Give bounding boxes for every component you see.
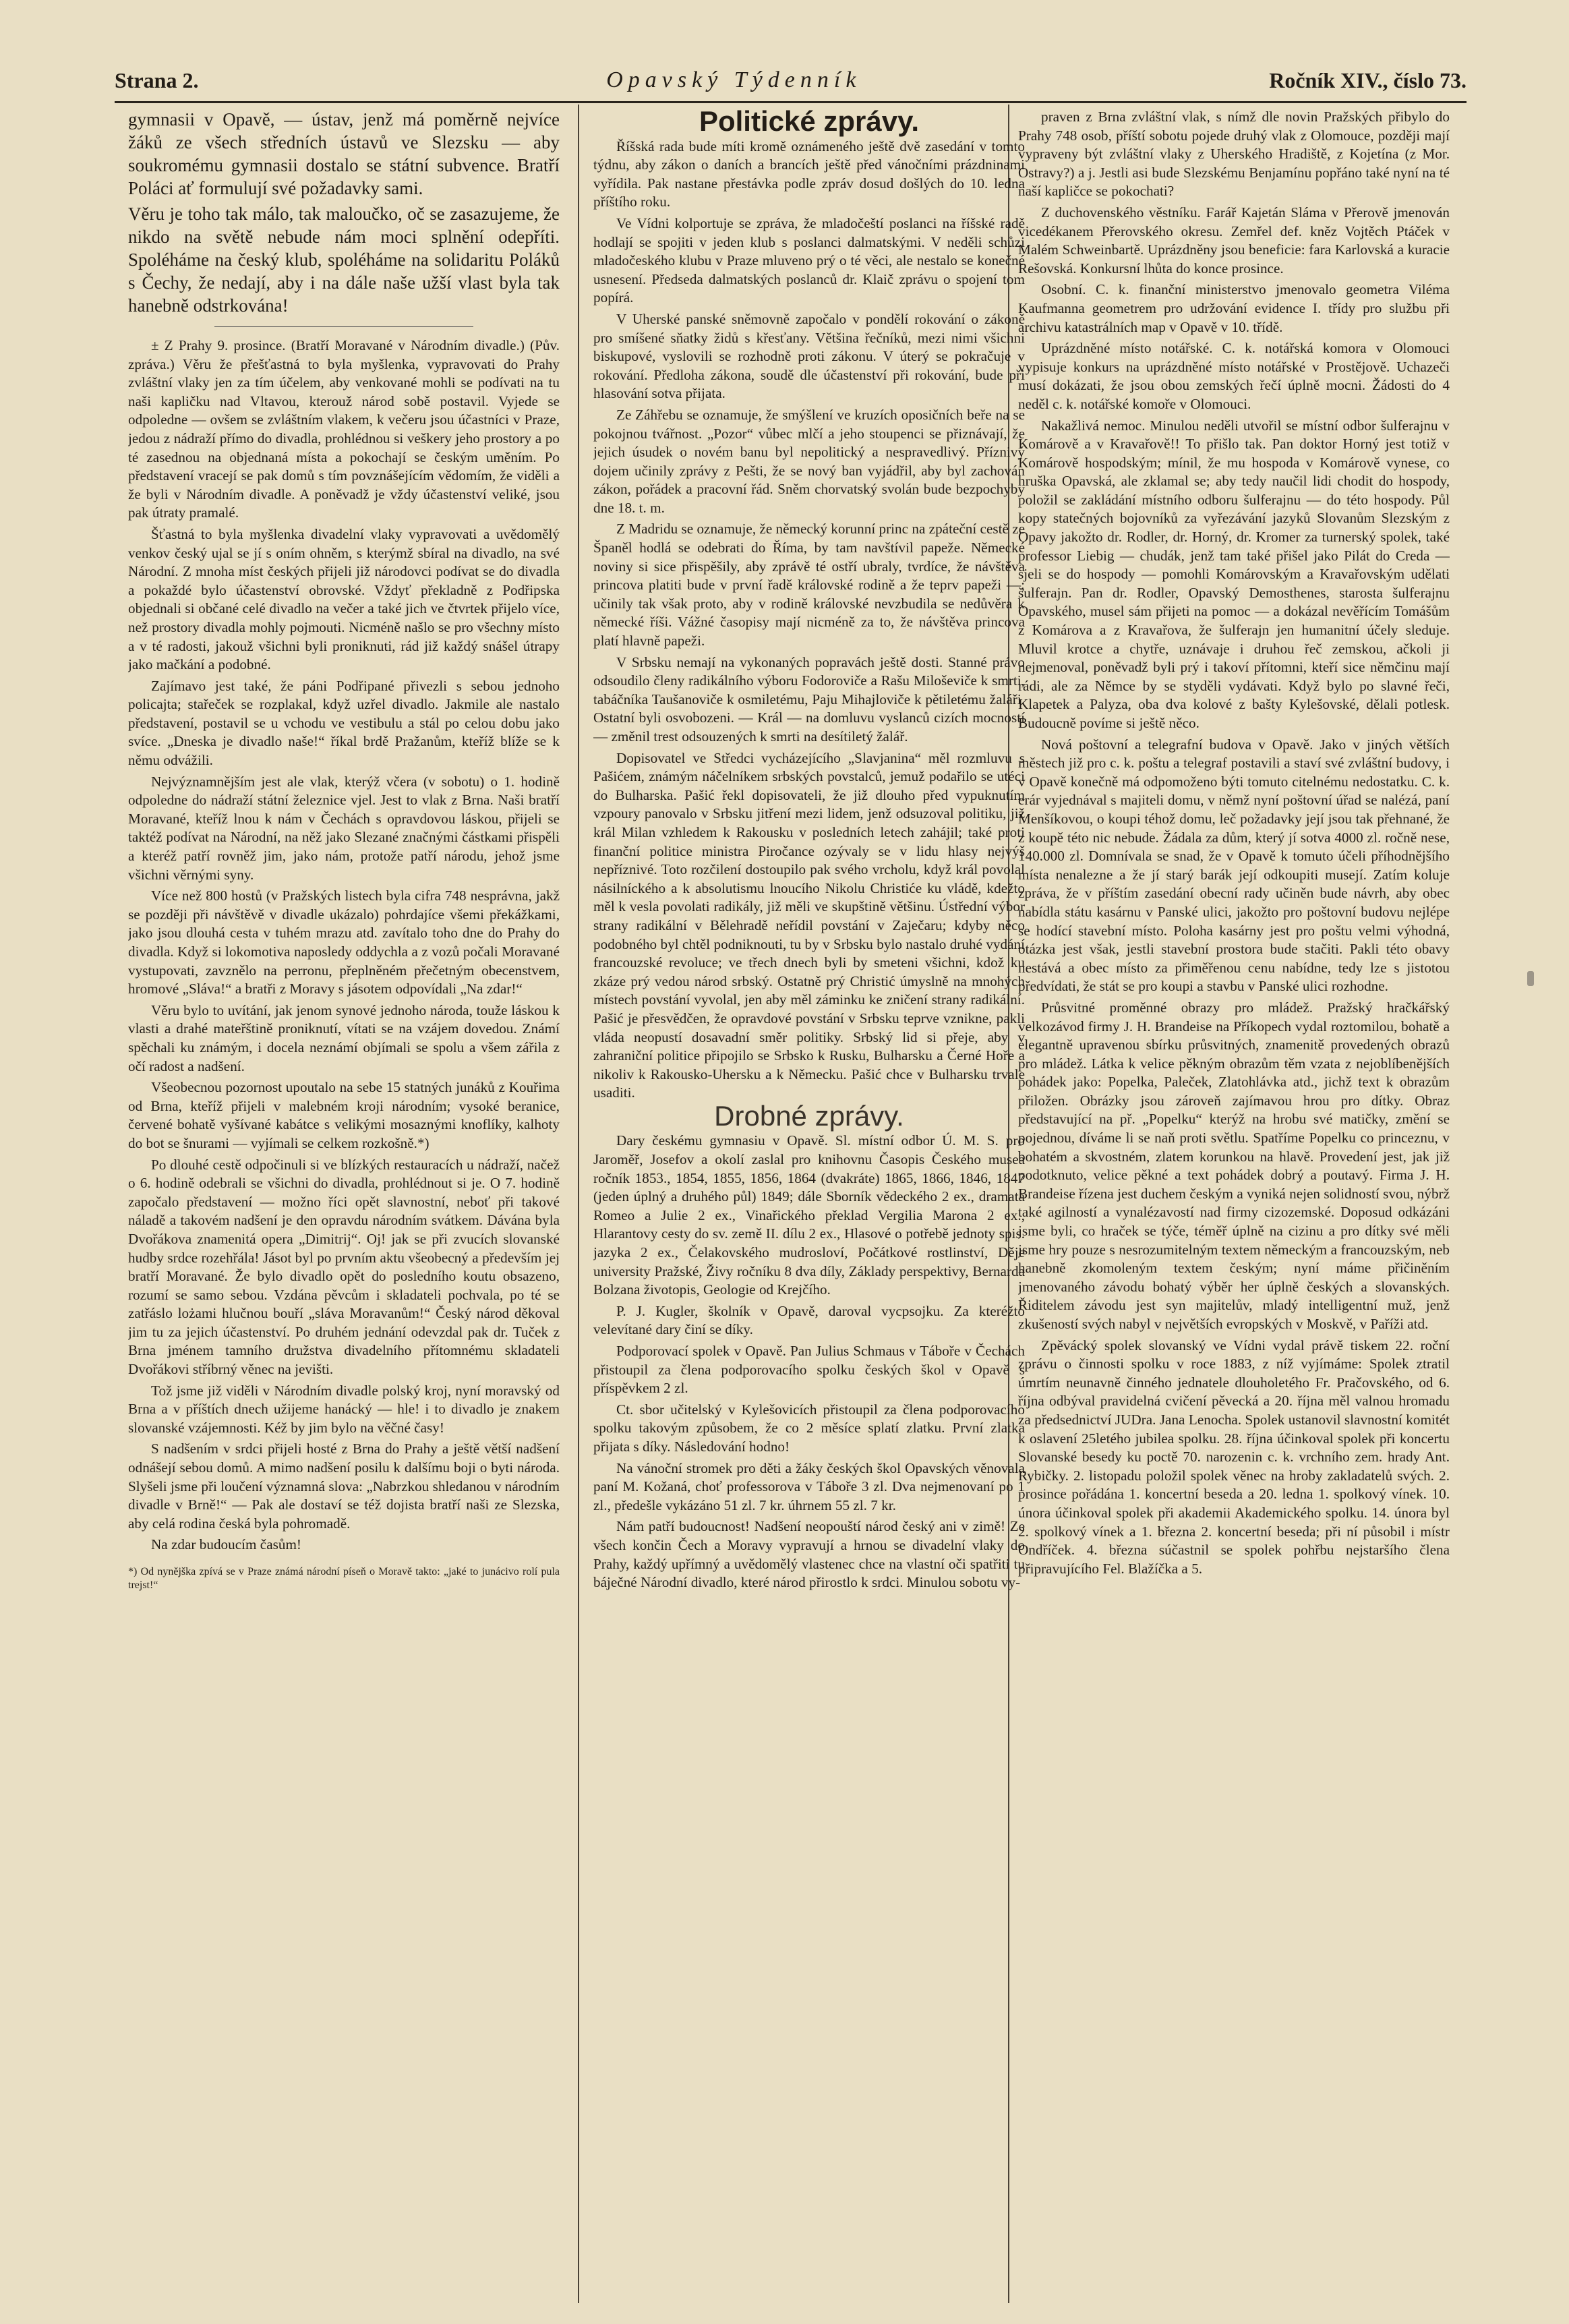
- article-paragraph: Na vánoční stromek pro děti a žáky českých škol Opavských věnovala paní M. Kožaná, choť professorova v Táboře 3 zl. Dva nejmenovaní po 1 zl., předešle vykázáno 51 zl. 7 kr. úhrnem 55 zl. 7 kr.: [593, 1459, 1025, 1513]
- article-paragraph: V Uherské panské sněmovně započalo v pondělí rokování o zákoně pro smíšené sňatky židů s křesťany. Většina řečníků, mezi nimi všichni biskupové, vyslovili se rozhodně proti zákonu. V úterý se pokračuje v rokování. Předloha zákona, soudě dle účastenství při rokování, bude při hlasování sotva přijata.: [593, 310, 1025, 402]
- article-paragraph: Zpěvácký spolek slovanský ve Vídni vydal právě tiskem 22. roční zprávu o činnosti spolku v roce 1883, z níž vyjímáme: Spolek ztratil úmrtím neunavně činného jednatele dlouholetého Fr. Pračovského, od 6. října odbýval pravidelná cvičení pěvecká a 20. října měl valnou hromadu za předsednictví JUDra. Jana Lenocha. Spolek ustanovil slavnostní komitét k oslavení 25letého jubilea spolku. 28. října účinkoval spolek při koncertu Slovanské besedy ku poctě 70. narozenin c. k. vrchního zem. hrady Ant. Rybičky. 2. listopadu položil spolek věnec na hroby zakladatelů svých. 2. prosince pořádána 1. koncertní beseda a 20. ledna 1. spolkový vínek. 10. února účinkoval spolek při akademii Akademického spolku. 14. února byl 2. spolkový vínek a 1. března 2. koncertní beseda; při ní působil i místr Ondříček. 4. března súčastnil se spolek pohřbu nejstaršího člena připravujícího Fel. Blažíčka a 5.: [1018, 1337, 1450, 1577]
- column-divider: [578, 105, 579, 2303]
- article-paragraph: Průsvitné proměnné obrazy pro mládež. Pražský hračkářský velkozávod firmy J. H. Brandeise na Příkopech vydal roztomilou, bohatě a elegantně upravenou sbírku průsvitných, znamenitě provedených obrazů pro mládež. Látka k velice pěkným obrazům těm vzata z nejoblíbenějších pohádek jako: Popelka, Paleček, Zlatohlávka atd., jichž text k obrazům přiložen. Obrázky jsou zároveň zajímavou hrou pro dítky. Obraz představující na př. „Popelku“ kterýž na hrobu své matičky, změní se pojednou, díváme li se naň proti světlu. Spatříme Popelku co princeznu, v bohatém a skvostném, zlatem korunkou na hlavě. Provedení jest, jak již podotknuto, velice pěkné a text pohádek dobrý a poutavý. Firma J. H. Brandeise řízena jest duchem českým a vyniká nejen solidností svou, nýbrž také agilností a vynalézavostí nad firmy cizozemské. Doposud odkázáni jsme byli, co hraček se týče, téměř úplně na cizinu a pro dítky své měli jsme hry pouze s nesrozumitelným textem německým a francouzským, neb hanebně zkomoleným textem českým; nyní máme přičiněním jmenovaného závodu bohatý výběr her úplně českých a slovanských. Řiditelem závodu jest syn majitelův, mladý intelligentní muž, jenž zkušeností svých nabyl v největších evropských v Moskvě, v Paříži atd.: [1018, 999, 1450, 1332]
- article-paragraph: Nakažlivá nemoc. Minulou neděli utvořil se místní odbor šulferajnu v Komárově a v Kravařově!! To přišlo tak. Pan doktor Horný jest totiž v Komárově hospodským; mínil, že mu hospoda v Komárově vynese, co hruška Opavská, ale zklamal se; aby tedy naučil lidi chodit do hospody, položil se zakládání místního odboru šulferajnu — do této hospody. Půl kopy statečných bojovníků za vyřezávání jazyků Slovanům Slezským z Opavy jakožto dr. Rodler, dr. Horný, dr. Kromer za turnerský spolek, také professor Liebig — chudák, jenž tam také přišel jako Pilát do Creda — sjeli se do hospody — pomohli Komárovským a Kravařovským udělati šulferajn. Pan dr. Rodler, Opavský Demosthenes, starosta šulferajnu Opavského, musel sám přijeti na pomoc — a dokázal nevěřícím Tomášům z Komárova a z Kravařova, že šulferajn jen humanitní účely sleduje. Mluvil krotce a chytře, uznávaje i druhou řeč zemskou, ačkoli ji nejmenoval, poněvadž byli prý i takoví přítomni, kteří sice němčinu mají rádi, ale za Němce by se styděli vydávati. Když bylo po slavné řeči, Klapetek a Palyza, oba dva kolové z bašty Kylešovské, dělali potlesk. Budoucně povíme si ještě něco.: [1018, 417, 1450, 731]
- article-paragraph: Dopisovatel ve Středci vycházejícího „Slavjanina“ měl rozmluvu s Pašićem, známým náčelníkem srbských povstalců, jemuž podařilo se utéci do Bulharska. Pašić řekl dopisovateli, že již dlouho před vypuknutím vzpoury panovalo v Srbsku jitření mezi lidem, jenž odsuzoval politiku, již král Milan vzhledem k Rakousku v posledních letech zahájil; také proti finanční politice ministra Piročance ozývaly se v lidu hlasy nejvýš nepříznivé. Toto rozčilení dostoupilo pak svého vrcholu, když král povolal násilníckého a k absolutismu lnoucího Nikolu Christiće ku vládě, kdežto měl k vesla povolati radikály, již měli ve skupštině většinu. Ústřední výbor strany radikální v Bělehradě neřídil povstání v Zaječaru; kdyby něco podobného byl chtěl podniknouti, tu by v Srbsku bylo nastalo druhé vydání francouzské revoluce; ve třech dnech byli by smeteni všichni, kdož ku zkáze prý vedou národ srbský. Ostatně prý Christić úmyslně na mnohých místech povstání vyvolal, jen aby měl záminku ke zničení strany radikální. Pašić je přesvědčen, že opravdové povstání v Srbsku teprve vznikne, pakli vláda neopustí dosavadní směr politiky. Srbský lid si přeje, aby v zahraniční politice připojilo se Srbsko k Rusku, Bulharsku a Černé Hoře a nikoliv k Rakousko-Uhersku a k Německu. Pašić chce v Bulharsku trvale usaditi.: [593, 749, 1025, 1101]
- article-paragraph: Po dlouhé cestě odpočinuli si ve blízkých restauracích u nádraží, načež o 6. hodině odebrali se všichni do divadla, prohlédnout si je. O 7. hodině započalo představení — možno říci opět slavnostní, neboť při takové náladě a takovém nadšení je den opravdu národním svátkem. Dávána byla Dvořákova znamenitá opera „Dimitrij“. Oj! jak se při zvucích slovanské hudby srdce rozehřála! Jásot byl po prvním aktu všeobecný a především jej bratří Moravané. Že bylo divadlo opět do posledního koutu obsazeno, rozumí se samo sebou. Vzdána pěvcům i skladateli pochvala, po té se zatřáslo lożami hlučnou bouří „sláva Moravanům!“ Český národ děkoval jim tu za jejich účastenství. Po druhém jednání odevzdal pak dr. Tuček z Brna jménem tamního družstva divadelního přítomnému skladateli Dvořákovi stříbrný věnec na jevišti.: [128, 1156, 560, 1378]
- page-header: [115, 59, 1467, 101]
- article-paragraph: Na zdar budoucím časům!: [151, 1536, 301, 1553]
- article-paragraph: Ct. sbor učitelský v Kylešovicích přistoupil za člena podporovacího spolku takovým způsobem, že co 2 měsíce splatí zlatku. První zlatka přijata s díky. Následování hodno!: [593, 1401, 1025, 1455]
- article-paragraph: Říšská rada bude míti kromě oznámeného ještě dvě zasedání v tomto týdnu, aby zákon o daních a brancích ještě před vánočními prázdninami vyřídila. Pak nastane přestávka podle zpráv dosud došlých do 10. ledna příštího roku.: [593, 138, 1025, 210]
- article-paragraph: S nadšením v srdci přijeli hosté z Brna do Prahy a ještě větší nadšení odnášejí sebou domů. A mimo nadšení posilu k dalšímu boji o byti národa. Slyšeli jsme při loučení významná slova: „Nabrzkou shledanou v národním divadle v Brně!“ — Pak ale dostaví se též dojista bratří naši ze Slezska, aby celá rodina česká byla pohromadě.: [128, 1441, 560, 1532]
- article-paragraph: ± Z Prahy 9. prosince. (Bratří Moravané v Národním divadle.) (Pův. zpráva.) Věru že přešťastná to byla myšlenka, vypravovati do Prahy zvláštní vlaky jen za tím účelem, aby venkované mohli se podívati na tu naši kapličku nad Vltavou, kterouž národ sobě postavil. Vyjede se odpoledne — ovšem se zvláštním vlakem, k večeru jsou účastníci v Praze, jedou z nádraží přímo do divadla, prohlédnou si veškery jeho prostory a po té zasednou na objednaná místa a pokochají se českým uměním. Po představení vracejí se pak domů s tím povznášejícím vědomím, že viděli a že byli v Národním divadle. A poněvadž je vždy účastenství veliké, jsou pak útraty pramalé.: [128, 337, 560, 521]
- column-2: [593, 108, 1025, 2300]
- article-paragraph: Tož jsme již viděli v Národním divadle polský kroj, nyní moravský od Brna a v příštích dnech užijeme hanácký — hle! i to divadlo je znakem slovanské vzájemnosti. Kéž by jim bylo na věčné časy!: [128, 1382, 560, 1436]
- header-rule: [115, 101, 1467, 103]
- article-paragraph: Ve Vídni kolportuje se zpráva, že mladočeští poslanci na říšské radě hodlají se spojiti v jeden klub s poslanci dalmatskými. V neděli schůzi mladočeského klubu v Praze mluveno prý o té věci, ale nestalo se konečné usnesení. Předseda dalmatských poslanců dr. Klaič zprávu o spojení tom popírá.: [593, 214, 1025, 306]
- article-paragraph: Nová poštovní a telegrafní budova v Opavě. Jako v jiných větších městech již pro c. k. poštu a telegraf postavili a staví své zvláštní budovy, i v Opavě konečně má odpomoženo býti tomuto citelnému nedostatku. C. k. erár vyjednával s majiteli domu, v němž nyní poštovní úřad se nalézá, paní Menšíkovou, o koupi téhož domu, leč požadavky její jsou tak přehnané, že z koupě této nic nebude. Žádala za dům, který jí sotva 4000 zl. ročně nese, 140.000 zl. Domnívala se snad, že v Opavě k tomuto účeli příhodnějšího místa nenalezne a že jí starý barák její odkoupiti musejí. Zatím koluje zpráva, že v příštím zasedání obecní rady učiněn bude návrh, aby obec nabídla státu kasárnu v Panské ulici, jakožto pro poštovní budovu nejlépe se hodící stavební místo. Poloha kasárny jest pro poštu velmi výhodná, otázka jest však, jestli stavební prostora bude stačiti. Pakli této obavy nestává a obec místo za přiměřenou cenu nabídne, tedy lze s jistotou předvídati, že stát se pro koupi a stavbu v Panské ulici rozhodne.: [1018, 736, 1450, 995]
- article-paragraph: Z duchovenského věstníku. Farář Kajetán Sláma v Přerově jmenován vicedékanem Přerovského okresu. Zemřel def. kněz Vojtěch Ptáček v Malém Schweinbartě. Uprázdněny jsou beneficie: fara Karlovská a kuracie Rešovská. Konkursní lhůta do konce prosince.: [1018, 204, 1450, 277]
- article-paragraph: Dary českému gymnasiu v Opavě. Sl. místní odbor Ú. M. S. pro Jaroměř, Josefov a okolí zaslal pro knihovnu Časopis Českého musea ročník 1853., 1854, 1855, 1856, 1864 (dvakráte) 1865, 1866, 1846, 1847 (jeden úplný a druhého půl) 1849; dále Sborník vědeckého 2 ex., dramata Romeo a Julie 2 ex., Vinařického překlad Vergilia Marona 2 ex., Hlarantovy cesty do sv. země II. dílu 2 ex., Hlasové o potřebě jednoty spis. jazyka 2 ex., Čelakovského mudrosloví, Počátkové rostlinství, Děje university Pražské, Živy ročníku 8 dva díly, Základy perspektivy, Bernarda Bolzana životopis, Geologie od Krejčího.: [593, 1132, 1025, 1298]
- article-paragraph: Uprázdněné místo notářské. C. k. notářská komora v Olomouci vypisuje konkurs na uprázdněné místo notářské v Prostějově. Uchazeči musí dokázati, že jsou obou zemských řečí úplně mocni. Žádosti do 4 neděl c. k. notářské komoře v Olomouci.: [1018, 340, 1450, 412]
- article-paragraph: praven z Brna zvláštní vlak, s nímž dle novin Pražských přibylo do Prahy 748 osob, příští sobotu pojede druhý vlak z Olomouce, později mají vypraveny být zvláštní vlaky z Uherského Hradiště, z Kojetína (z Mor. Ostravy?) a j. Jestli asi bude Slezskému Benjamínu popřáno také nyní na té naší kapličce se pokochati?: [1018, 109, 1450, 200]
- section-title: Drobné zprávy.: [714, 1099, 904, 1132]
- article-paragraph: Věru bylo to uvítání, jak jenom synové jednoho národa, touže láskou k vlasti a drahé mateřštině proniknutí, vítati se na vzájem dovedou. Známí spěchali ku známým, i docela neznámí objímali se spolu a všem zářila z očí radost a nadšení.: [128, 1001, 560, 1074]
- page-number: Strana 2.: [115, 67, 199, 92]
- article-paragraph: Nejvýznamnějším jest ale vlak, kterýž včera (v sobotu) o 1. hodině odpoledne do nádraží státní železnice vjel. Jest to vlak z Brna. Naši bratří Moravané, kteříž lnou k nám v Čechách s opravdovou láskou, přijeli se taktéž podívat na Národní, na něž jako Slezané značnými částkami přispěli a kteréž patří rovněž jim, jako nám, protože patří národu, jehož jsme všichni věrnými syny.: [128, 773, 560, 883]
- issue-info: Ročník XIV., číslo 73.: [1269, 67, 1467, 92]
- footnote: *) Od nynějška zpívá se v Praze známá národní píseň o Moravě takto: „jaké to junácivo rolí pula trejst!“: [128, 1566, 560, 1591]
- binding-pin: [1527, 971, 1534, 986]
- article-paragraph: Všeobecnou pozornost upoutalo na sebe 15 statných junáků z Kouřima od Brna, kteříž přijeli v malebném kroji národním; vysoké beranice, červené bohatě vyšívané kabátce s velikými mosaznými knoflíky, kalhoty do bot se šnurami — vyjímali se celkem rozkošně.*): [128, 1079, 560, 1151]
- article-paragraph: Z Madridu se oznamuje, že německý korunní princ na zpáteční cestě ze Španěl hodlá se odebrati do Říma, by tam navštívil papeže. Německé noviny si sice přispěšily, aby zprávě té ostří ubraly, tvrdíce, že návštěva princova platiti bude v první řadě královské rodině a že teprv papeži —; učinily tak však proto, aby v rodině královské nevzbudila se nedůvěra k německé říši. Vážné časopisy mají nicméně za to, že návštěva princova platí hlavně papeži.: [593, 521, 1025, 649]
- masthead-title: Opavský Týdenník: [606, 67, 862, 92]
- article-paragraph: Podporovací spolek v Opavě. Pan Julius Schmaus v Táboře v Čechách přistoupil za člena podporovacího spolku českých škol v Opavě s příspěvkem 2 zl.: [593, 1343, 1025, 1397]
- article-paragraph: Osobní. C. k. finanční ministerstvo jmenovalo geometra Viléma Kaufmanna geometrem pro udržování evidence I. třídy pro službu při archivu katastrálních map v Opavě v 10. třídě.: [1018, 281, 1450, 335]
- article-paragraph: Více než 800 hostů (v Pražských listech byla cifra 748 nesprávna, jakž se později při návštěvě v divadle ukázalo) pohrdajíce všemi překážkami, jako jsou dlouhá cesta v tuhém mrazu atd. zavítalo toho dne do Prahy do divadla. Když si lokomotiva naposledy oddychla a z vozů počali Moravané vystupovati, zavznělo na perronu, přeplněném přečetným obecenstvem, hromové „Sláva!“ a bratři z Moravy s jásotem odpovídali „Na zdar!“: [128, 888, 560, 997]
- section-title: Politické zprávy.: [699, 108, 920, 137]
- article-paragraph: P. J. Kugler, školník v Opavě, daroval vycpsojku. Za kteréžto velevítané dary činí se díky.: [593, 1302, 1025, 1338]
- article-paragraph: Nám patří budoucnost! Nadšení neopouští národ český ani v zimě! Ze všech končin Čech a Moravy vypravují a hrnou se divadelní vlaky do Prahy, každý upřímný a uvědomělý vlastenec chce na vlastní oči spatřiti tu báječné Národní divadlo, které národ přirostlo k srdci. Minulou sobotu vy-: [593, 1518, 1025, 1591]
- article-paragraph: Šťastná to byla myšlenka divadelní vlaky vypravovati a uvědomělý venkov český ujal se jí s oním ohněm, s kterýmž sbíral na divadlo, na své Národní. Z mnoha míst českých přijeli již národovci podívat se do divadla a pokaždé bylo účastenství obrovské. Vždyť překladně z Podřipska objednali si občané celé divadlo na večer a také jich ve čtvrtek přijelo více, než prostory divadla mohly pojmouti. Nicméně našlo se pro všechny místo a v té radosti, jakouž všichni byli proniknuti, rád již každý snášel útrapy jako mačkání a podobné.: [128, 525, 560, 673]
- article-paragraph: V Srbsku nemají na vykonaných popravách ještě dosti. Stanné právo odsoudilo členy radikálního výboru Fodoroviče a Rašu Miloševiče k smrti, tabáčníka Taušanoviče k osmiletému, Paju Mihajloviče k pětiletému žaláři. Ostatní byli osvobozeni. — Král — na domluvu vyslanců cizích mocností — změnil trest odsouzených k smrti na desítiletý žalář.: [593, 653, 1025, 745]
- article-paragraph: Věru je toho tak málo, tak maloučko, oč se zasazujeme, že nikdo na světě nebude nám moci splnění odepříti. Spoléháme na český klub, spoléháme na solidaritu Poláků s Čechy, že nedají, aby i na dále naše užší vlast byla tak hanebně odstrkována!: [128, 204, 560, 316]
- column-1: [128, 108, 560, 2300]
- article-paragraph: Ze Záhřebu se oznamuje, že smýšlení ve kruzích oposičních beře na se pokojnou tvářnost. „Pozor“ vůbec mlčí a jeho stoupenci se přiznávají, že jejich úsudek o novém banu byl nepolitický a nespravedlivý. Příznivý dojem učinily zprávy z Pešti, že se nový ban vyjádřil, aby byl zachován zákon, pořádek a pracovní řád. Sněm chorvatský svolán bude bezpochyby dne 18. t. m.: [593, 406, 1025, 516]
- divider: [214, 326, 473, 327]
- article-paragraph: gymnasii v Opavě, — ústav, jenž má poměrně nejvíce žáků ze všech středních ústavů ve Slezsku — aby soukromému gymnasii dostalo se státní subvence. Bratří Poláci ať formulují své požadavky sami.: [128, 109, 560, 198]
- column-3: [1018, 108, 1450, 2300]
- article-paragraph: Zajímavo jest také, že páni Podřipané přivezli s sebou jednoho policajta; stařeček se rozplakal, když uzřel divadlo. Jakmile ale nastalo představení, postavil se u vchodu ve vestibulu a stál po celou dobu jako svíce. „Dneska je divadlo naše!“ říkal brdě Pražanům, kteříž blíže se k němu odvážili.: [128, 677, 560, 769]
